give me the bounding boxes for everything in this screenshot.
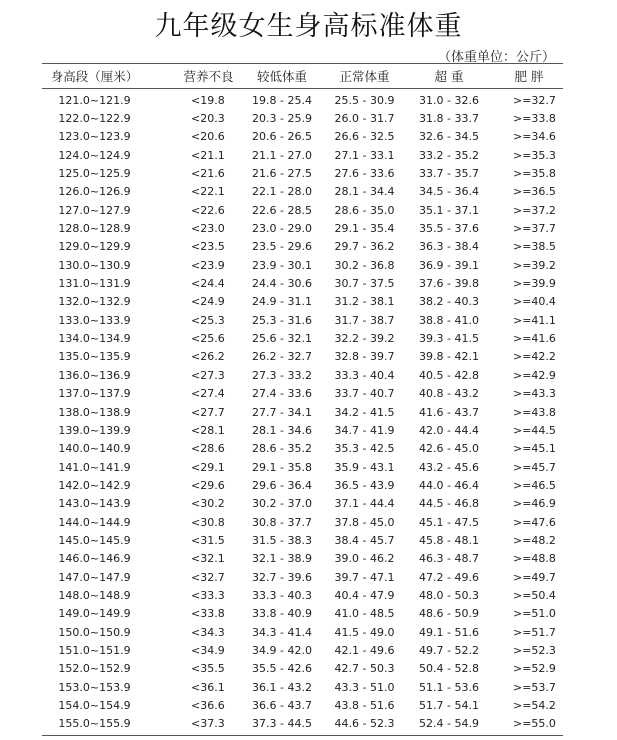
cell-malnutrition: <23.9 — [191, 258, 225, 272]
cell-overweight: 37.6 - 39.8 — [419, 277, 479, 291]
cell-normal-weight: 35.9 - 43.1 — [334, 460, 395, 474]
cell-low-weight: 36.6 - 43.7 — [252, 699, 312, 713]
cell-low-weight: 30.2 - 37.0 — [252, 497, 312, 511]
table-row — [42, 696, 563, 714]
cell-overweight: 31.8 - 33.7 — [419, 112, 479, 126]
cell-overweight: 45.1 - 47.5 — [419, 515, 479, 529]
cell-height-range: 139.0~139.9 — [58, 423, 131, 437]
cell-malnutrition: <21.6 — [191, 167, 225, 181]
cell-malnutrition: <27.4 — [191, 387, 225, 401]
cell-obese: >=54.2 — [513, 699, 556, 713]
cell-height-range: 141.0~141.9 — [58, 460, 131, 474]
table-row — [42, 91, 563, 109]
cell-normal-weight: 39.7 - 47.1 — [334, 570, 395, 584]
cell-obese: >=36.5 — [513, 185, 556, 199]
cell-normal-weight: 32.2 - 39.2 — [334, 332, 395, 346]
cell-low-weight: 33.3 - 40.3 — [252, 588, 312, 602]
cell-obese: >=32.7 — [513, 93, 556, 107]
cell-normal-weight: 28.6 - 35.0 — [334, 203, 395, 217]
cell-obese: >=39.9 — [513, 277, 556, 291]
cell-malnutrition: <33.8 — [191, 607, 225, 621]
table-row — [42, 531, 563, 549]
cell-obese: >=50.4 — [513, 588, 556, 602]
cell-low-weight: 34.9 - 42.0 — [252, 643, 312, 657]
cell-low-weight: 27.4 - 33.6 — [252, 387, 312, 401]
cell-obese: >=45.7 — [513, 460, 556, 474]
table-row — [42, 366, 563, 384]
cell-overweight: 44.5 - 46.8 — [419, 497, 479, 511]
cell-obese: >=51.7 — [513, 625, 556, 639]
cell-obese: >=40.4 — [513, 295, 556, 309]
cell-malnutrition: <24.9 — [191, 295, 225, 309]
header-obese: 肥 胖 — [514, 69, 544, 84]
cell-low-weight: 25.3 - 31.6 — [252, 313, 312, 327]
cell-height-range: 126.0~126.9 — [58, 185, 131, 199]
cell-height-range: 149.0~149.9 — [58, 607, 131, 621]
table-row — [42, 201, 563, 219]
cell-height-range: 153.0~153.9 — [58, 680, 131, 694]
cell-height-range: 128.0~128.9 — [58, 222, 131, 236]
cell-height-range: 146.0~146.9 — [58, 552, 131, 566]
cell-malnutrition: <35.5 — [191, 662, 225, 676]
cell-overweight: 41.6 - 43.7 — [419, 405, 479, 419]
table-row — [42, 183, 563, 201]
cell-height-range: 151.0~151.9 — [58, 643, 131, 657]
cell-malnutrition: <36.6 — [191, 699, 225, 713]
cell-low-weight: 24.9 - 31.1 — [252, 295, 312, 309]
cell-malnutrition: <34.9 — [191, 643, 225, 657]
cell-malnutrition: <27.7 — [191, 405, 225, 419]
cell-malnutrition: <33.3 — [191, 588, 225, 602]
table-row — [42, 476, 563, 494]
cell-overweight: 48.6 - 50.9 — [419, 607, 479, 621]
cell-overweight: 51.7 - 54.1 — [419, 699, 479, 713]
cell-normal-weight: 27.6 - 33.6 — [334, 167, 395, 181]
table-row — [42, 678, 563, 696]
cell-obese: >=39.2 — [513, 258, 556, 272]
table-row — [42, 715, 563, 733]
header-overweight: 超 重 — [434, 69, 464, 84]
cell-malnutrition: <30.8 — [191, 515, 225, 529]
cell-overweight: 40.5 - 42.8 — [419, 368, 479, 382]
table-row — [42, 311, 563, 329]
cell-normal-weight: 26.6 - 32.5 — [334, 130, 395, 144]
cell-overweight: 43.2 - 45.6 — [419, 460, 479, 474]
cell-obese: >=38.5 — [513, 240, 556, 254]
cell-normal-weight: 39.0 - 46.2 — [334, 552, 395, 566]
table-bottom-rule — [42, 735, 563, 736]
cell-overweight: 50.4 - 52.8 — [419, 662, 479, 676]
cell-height-range: 154.0~154.9 — [58, 699, 131, 713]
cell-low-weight: 37.3 - 44.5 — [252, 717, 312, 731]
cell-obese: >=49.7 — [513, 570, 556, 584]
cell-height-range: 144.0~144.9 — [58, 515, 131, 529]
cell-low-weight: 21.6 - 27.5 — [252, 167, 312, 181]
cell-low-weight: 27.7 - 34.1 — [252, 405, 312, 419]
cell-malnutrition: <23.5 — [191, 240, 225, 254]
cell-malnutrition: <23.0 — [191, 222, 225, 236]
cell-obese: >=42.9 — [513, 368, 556, 382]
cell-malnutrition: <21.1 — [191, 148, 225, 162]
cell-normal-weight: 31.2 - 38.1 — [334, 295, 395, 309]
cell-malnutrition: <30.2 — [191, 497, 225, 511]
cell-low-weight: 31.5 - 38.3 — [252, 533, 312, 547]
cell-overweight: 40.8 - 43.2 — [419, 387, 479, 401]
cell-normal-weight: 43.8 - 51.6 — [334, 699, 395, 713]
cell-obese: >=53.7 — [513, 680, 556, 694]
cell-overweight: 47.2 - 49.6 — [419, 570, 479, 584]
cell-overweight: 46.3 - 48.7 — [419, 552, 479, 566]
cell-low-weight: 21.1 - 27.0 — [252, 148, 312, 162]
cell-obese: >=48.8 — [513, 552, 556, 566]
cell-malnutrition: <22.6 — [191, 203, 225, 217]
cell-normal-weight: 25.5 - 30.9 — [334, 93, 395, 107]
table-row — [42, 293, 563, 311]
cell-normal-weight: 28.1 - 34.4 — [334, 185, 395, 199]
cell-normal-weight: 42.1 - 49.6 — [334, 643, 395, 657]
cell-malnutrition: <19.8 — [191, 93, 225, 107]
cell-height-range: 132.0~132.9 — [58, 295, 131, 309]
cell-normal-weight: 33.3 - 40.4 — [334, 368, 395, 382]
cell-obese: >=48.2 — [513, 533, 556, 547]
unit-note: （体重单位：公斤） — [437, 50, 555, 65]
cell-overweight: 42.0 - 44.4 — [419, 423, 479, 437]
weight-standard-table — [42, 63, 563, 736]
cell-obese: >=33.8 — [513, 112, 556, 126]
cell-height-range: 142.0~142.9 — [58, 478, 131, 492]
cell-malnutrition: <27.3 — [191, 368, 225, 382]
cell-overweight: 35.5 - 37.6 — [419, 222, 479, 236]
cell-obese: >=42.2 — [513, 350, 556, 364]
cell-overweight: 34.5 - 36.4 — [419, 185, 479, 199]
cell-low-weight: 32.7 - 39.6 — [252, 570, 312, 584]
cell-normal-weight: 41.5 - 49.0 — [334, 625, 395, 639]
cell-malnutrition: <29.1 — [191, 460, 225, 474]
cell-height-range: 121.0~121.9 — [58, 93, 131, 107]
header-height-range: 身高段（厘米） — [50, 69, 139, 84]
cell-malnutrition: <37.3 — [191, 717, 225, 731]
cell-obese: >=37.7 — [513, 222, 556, 236]
cell-overweight: 32.6 - 34.5 — [419, 130, 479, 144]
cell-obese: >=35.8 — [513, 167, 556, 181]
cell-overweight: 38.8 - 41.0 — [419, 313, 479, 327]
cell-overweight: 42.6 - 45.0 — [419, 442, 479, 456]
table-body — [42, 89, 563, 733]
table-row — [42, 164, 563, 182]
cell-low-weight: 35.5 - 42.6 — [252, 662, 312, 676]
cell-height-range: 136.0~136.9 — [58, 368, 131, 382]
cell-malnutrition: <29.6 — [191, 478, 225, 492]
cell-normal-weight: 31.7 - 38.7 — [334, 313, 395, 327]
cell-low-weight: 20.6 - 26.5 — [252, 130, 312, 144]
table-row — [42, 109, 563, 127]
cell-obese: >=35.3 — [513, 148, 556, 162]
cell-overweight: 39.8 - 42.1 — [419, 350, 479, 364]
cell-obese: >=55.0 — [513, 717, 556, 731]
cell-normal-weight: 44.6 - 52.3 — [334, 717, 395, 731]
cell-malnutrition: <26.2 — [191, 350, 225, 364]
cell-height-range: 155.0~155.9 — [58, 717, 131, 731]
cell-low-weight: 23.9 - 30.1 — [252, 258, 312, 272]
cell-overweight: 49.1 - 51.6 — [419, 625, 479, 639]
cell-obese: >=51.0 — [513, 607, 556, 621]
cell-normal-weight: 40.4 - 47.9 — [334, 588, 395, 602]
header-normal-weight: 正常体重 — [339, 69, 390, 84]
cell-normal-weight: 26.0 - 31.7 — [334, 112, 395, 126]
table-row — [42, 550, 563, 568]
cell-overweight: 39.3 - 41.5 — [419, 332, 479, 346]
cell-height-range: 127.0~127.9 — [58, 203, 131, 217]
cell-height-range: 133.0~133.9 — [58, 313, 131, 327]
cell-height-range: 123.0~123.9 — [58, 130, 131, 144]
cell-low-weight: 23.5 - 29.6 — [252, 240, 312, 254]
table-row — [42, 238, 563, 256]
cell-obese: >=41.6 — [513, 332, 556, 346]
cell-low-weight: 25.6 - 32.1 — [252, 332, 312, 346]
cell-malnutrition: <22.1 — [191, 185, 225, 199]
cell-obese: >=46.9 — [513, 497, 556, 511]
cell-overweight: 38.2 - 40.3 — [419, 295, 479, 309]
cell-overweight: 45.8 - 48.1 — [419, 533, 479, 547]
cell-overweight: 48.0 - 50.3 — [419, 588, 479, 602]
cell-obese: >=41.1 — [513, 313, 556, 327]
cell-normal-weight: 27.1 - 33.1 — [334, 148, 395, 162]
cell-normal-weight: 34.7 - 41.9 — [334, 423, 395, 437]
cell-obese: >=43.3 — [513, 387, 556, 401]
cell-obese: >=43.8 — [513, 405, 556, 419]
table-row — [42, 146, 563, 164]
table-row — [42, 348, 563, 366]
cell-normal-weight: 35.3 - 42.5 — [334, 442, 395, 456]
cell-low-weight: 28.6 - 35.2 — [252, 442, 312, 456]
cell-normal-weight: 42.7 - 50.3 — [334, 662, 395, 676]
table-row — [42, 641, 563, 659]
cell-normal-weight: 36.5 - 43.9 — [334, 478, 395, 492]
table-row — [42, 586, 563, 604]
cell-normal-weight: 41.0 - 48.5 — [334, 607, 395, 621]
cell-malnutrition: <32.7 — [191, 570, 225, 584]
cell-low-weight: 24.4 - 30.6 — [252, 277, 312, 291]
cell-overweight: 36.9 - 39.1 — [419, 258, 479, 272]
cell-normal-weight: 43.3 - 51.0 — [334, 680, 395, 694]
header-malnutrition: 营养不良 — [183, 69, 234, 84]
table-header-row — [42, 64, 563, 88]
cell-malnutrition: <25.6 — [191, 332, 225, 346]
cell-height-range: 131.0~131.9 — [58, 277, 131, 291]
cell-normal-weight: 30.7 - 37.5 — [334, 277, 395, 291]
table-row — [42, 513, 563, 531]
cell-height-range: 137.0~137.9 — [58, 387, 131, 401]
cell-low-weight: 20.3 - 25.9 — [252, 112, 312, 126]
table-row — [42, 403, 563, 421]
cell-low-weight: 22.6 - 28.5 — [252, 203, 312, 217]
cell-height-range: 138.0~138.9 — [58, 405, 131, 419]
cell-obese: >=37.2 — [513, 203, 556, 217]
cell-height-range: 130.0~130.9 — [58, 258, 131, 272]
cell-low-weight: 29.1 - 35.8 — [252, 460, 312, 474]
cell-low-weight: 34.3 - 41.4 — [252, 625, 312, 639]
table-row — [42, 385, 563, 403]
cell-malnutrition: <20.3 — [191, 112, 225, 126]
cell-low-weight: 23.0 - 29.0 — [252, 222, 312, 236]
table-row — [42, 329, 563, 347]
cell-malnutrition: <25.3 — [191, 313, 225, 327]
cell-overweight: 44.0 - 46.4 — [419, 478, 479, 492]
cell-malnutrition: <34.3 — [191, 625, 225, 639]
header-low-weight: 较低体重 — [256, 69, 307, 84]
cell-low-weight: 19.8 - 25.4 — [252, 93, 312, 107]
cell-overweight: 33.2 - 35.2 — [419, 148, 479, 162]
cell-malnutrition: <32.1 — [191, 552, 225, 566]
cell-overweight: 49.7 - 52.2 — [419, 643, 479, 657]
cell-malnutrition: <24.4 — [191, 277, 225, 291]
cell-obese: >=46.5 — [513, 478, 556, 492]
cell-obese: >=47.6 — [513, 515, 556, 529]
cell-height-range: 147.0~147.9 — [58, 570, 131, 584]
cell-obese: >=34.6 — [513, 130, 556, 144]
cell-malnutrition: <20.6 — [191, 130, 225, 144]
cell-overweight: 35.1 - 37.1 — [419, 203, 479, 217]
cell-normal-weight: 34.2 - 41.5 — [334, 405, 395, 419]
cell-overweight: 36.3 - 38.4 — [419, 240, 479, 254]
cell-normal-weight: 38.4 - 45.7 — [334, 533, 395, 547]
cell-height-range: 135.0~135.9 — [58, 350, 131, 364]
cell-low-weight: 22.1 - 28.0 — [252, 185, 312, 199]
table-row — [42, 128, 563, 146]
cell-malnutrition: <28.6 — [191, 442, 225, 456]
cell-height-range: 145.0~145.9 — [58, 533, 131, 547]
table-row — [42, 568, 563, 586]
cell-low-weight: 29.6 - 36.4 — [252, 478, 312, 492]
cell-low-weight: 32.1 - 38.9 — [252, 552, 312, 566]
table-row — [42, 660, 563, 678]
cell-height-range: 148.0~148.9 — [58, 588, 131, 602]
cell-height-range: 143.0~143.9 — [58, 497, 131, 511]
cell-height-range: 140.0~140.9 — [58, 442, 131, 456]
cell-overweight: 33.7 - 35.7 — [419, 167, 479, 181]
cell-low-weight: 30.8 - 37.7 — [252, 515, 312, 529]
table-row — [42, 623, 563, 641]
cell-overweight: 51.1 - 53.6 — [419, 680, 479, 694]
cell-malnutrition: <36.1 — [191, 680, 225, 694]
table-row — [42, 421, 563, 439]
cell-normal-weight: 29.7 - 36.2 — [334, 240, 395, 254]
cell-height-range: 150.0~150.9 — [58, 625, 131, 639]
cell-height-range: 134.0~134.9 — [58, 332, 131, 346]
cell-low-weight: 33.8 - 40.9 — [252, 607, 312, 621]
cell-low-weight: 26.2 - 32.7 — [252, 350, 312, 364]
cell-normal-weight: 29.1 - 35.4 — [334, 222, 395, 236]
table-row — [42, 440, 563, 458]
cell-height-range: 124.0~124.9 — [58, 148, 131, 162]
cell-height-range: 152.0~152.9 — [58, 662, 131, 676]
table-row — [42, 458, 563, 476]
table-row — [42, 219, 563, 237]
cell-malnutrition: <28.1 — [191, 423, 225, 437]
cell-overweight: 31.0 - 32.6 — [419, 93, 479, 107]
cell-obese: >=44.5 — [513, 423, 556, 437]
cell-obese: >=45.1 — [513, 442, 556, 456]
cell-low-weight: 28.1 - 34.6 — [252, 423, 312, 437]
cell-malnutrition: <31.5 — [191, 533, 225, 547]
cell-height-range: 125.0~125.9 — [58, 167, 131, 181]
cell-obese: >=52.3 — [513, 643, 556, 657]
table-row — [42, 256, 563, 274]
cell-overweight: 52.4 - 54.9 — [419, 717, 479, 731]
cell-height-range: 122.0~122.9 — [58, 112, 131, 126]
cell-normal-weight: 32.8 - 39.7 — [334, 350, 395, 364]
cell-normal-weight: 37.1 - 44.4 — [334, 497, 395, 511]
page-title: 九年级女生身高标准体重 — [154, 11, 463, 42]
cell-obese: >=52.9 — [513, 662, 556, 676]
table-row — [42, 495, 563, 513]
cell-height-range: 129.0~129.9 — [58, 240, 131, 254]
cell-low-weight: 27.3 - 33.2 — [252, 368, 312, 382]
table-row — [42, 274, 563, 292]
cell-normal-weight: 37.8 - 45.0 — [334, 515, 395, 529]
cell-normal-weight: 33.7 - 40.7 — [334, 387, 395, 401]
cell-low-weight: 36.1 - 43.2 — [252, 680, 312, 694]
table-row — [42, 605, 563, 623]
cell-normal-weight: 30.2 - 36.8 — [334, 258, 395, 272]
